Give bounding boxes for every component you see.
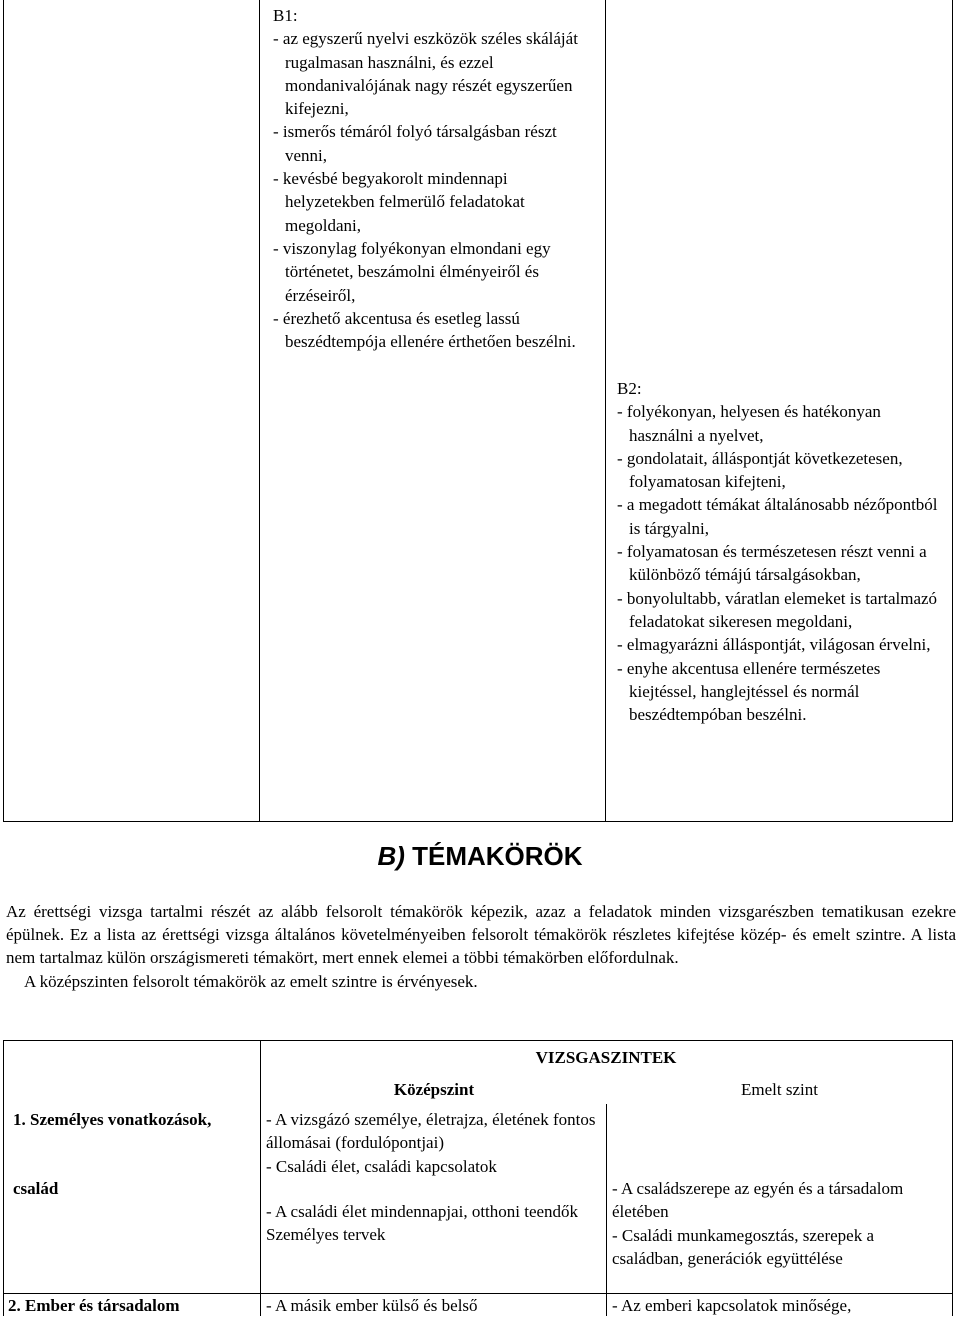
b1-item: - az egyszerű nyelvi eszközök széles skáláját rugalmasan használni, és ezzel mondanivalójának nagy részét egyszerűen kifejezni, (273, 29, 578, 119)
intro-text (6, 900, 956, 993)
row1-adv-item: - Családi munkamegosztás, szerepek a családban, generációk együttélése (612, 1225, 874, 1268)
section-title: TÉMAKÖRÖK (412, 841, 583, 871)
b1-list (273, 27, 593, 353)
row1-topic-line1: 1. Személyes vonatkozások, (13, 1110, 212, 1129)
section-prefix: B) (377, 841, 405, 871)
intro-paragraph-2: A középszinten felsorolt témakörök az emelt szintre is érvényesek. (24, 971, 478, 991)
top-table-left-border (3, 0, 4, 822)
table-column-kozepszint: Középszint (393, 1080, 475, 1099)
b2-item: - folyamatosan és természetesen részt venni a különböző témájú társalgásokban, (617, 542, 927, 585)
row2-middle-cell: - A másik ember külső és belső (266, 1296, 478, 1315)
section-heading (0, 841, 960, 872)
row1-mid-item: Személyes tervek (266, 1225, 386, 1245)
row1-advanced-cell (612, 1177, 942, 1270)
bottom-table-right-border (952, 1040, 953, 1316)
row2-advanced-cell: - Az emberi kapcsolatok minősége, (612, 1296, 852, 1315)
b2-block (617, 377, 947, 726)
b2-item: - a megadott témákat általánosabb nézőpontból is tárgyalni, (617, 495, 938, 538)
top-table-right-border (952, 0, 953, 822)
intro-paragraph-1: Az érettségi vizsga tartalmi részét az alább felsorolt témakörök képezik, azaz a feladatok minden vizsgarészben tematikusan ezekre épülnek. Ez a lista az érettségi vizsga általános követelményeiben felsorolt témakörök részletes kifejtése közép- és emelt szintre. A lista nem tartalmaz külön országismereti témakört, mert ennek elemei a többi témakörben előfordulnak. (6, 902, 956, 968)
b1-item: - kevésbé begyakorolt mindennapi helyzetekben felmerülő feladatokat megoldani, (273, 169, 525, 235)
table-column-emelt-szint: Emelt szint (741, 1080, 818, 1099)
b1-block (273, 4, 593, 353)
row1-adv-item: - A családszerepe az egyén és a társadalom életében (612, 1179, 904, 1222)
row1-mid-item: - Családi élet, családi kapcsolatok (266, 1156, 497, 1176)
top-table-divider-1 (259, 0, 260, 822)
b1-item: - ismerős témáról folyó társalgásban részt venni, (273, 122, 557, 165)
b1-item: - viszonylag folyékonyan elmondani egy történetet, beszámolni élményeiről és érzéseiről, (273, 238, 551, 305)
b2-list (617, 400, 947, 726)
b2-item: - gondolatait, álláspontját következetesen, folyamatosan kifejteni, (617, 448, 903, 492)
bottom-table-left-border (3, 1040, 4, 1316)
b2-item: - folyékonyan, helyesen és hatékonyan használni a nyelvet, (617, 402, 881, 445)
table-header-vizsgaszintek: VIZSGASZINTEK (535, 1048, 677, 1067)
bottom-table-divider-2 (606, 1104, 607, 1316)
b1-heading: B1: (273, 6, 298, 25)
b1-item: - érezhető akcentusa és esetleg lassú beszédtempója ellenére érthetően beszélni. (273, 308, 576, 352)
row1-middle-cell (266, 1108, 596, 1246)
top-table-divider-2 (605, 0, 606, 822)
row1-mid-item: - A vizsgázó személye, életrajza, életének fontos állomásai (fordulópontjai) (266, 1110, 596, 1153)
b2-heading: B2: (617, 379, 642, 398)
b2-item: - elmagyarázni álláspontját, világosan érvelni, (617, 635, 931, 655)
bottom-table-top-border (3, 1040, 953, 1041)
row1-topic-line2: család (13, 1179, 59, 1198)
row2-topic: 2. Ember és társadalom (8, 1296, 180, 1315)
b2-item: - bonyolultabb, váratlan elemeket is tartalmazó feladatokat sikeresen megoldani, (617, 588, 938, 631)
row1-mid-item: - A családi élet mindennapjai, otthoni teendők (266, 1201, 579, 1221)
b2-item: - enyhe akcentusa ellenére természetes kiejtéssel, hanglejtéssel és normál beszédtempóban beszélni. (617, 658, 881, 725)
bottom-table-divider-1 (260, 1040, 261, 1316)
top-table-bottom-border (3, 821, 953, 822)
